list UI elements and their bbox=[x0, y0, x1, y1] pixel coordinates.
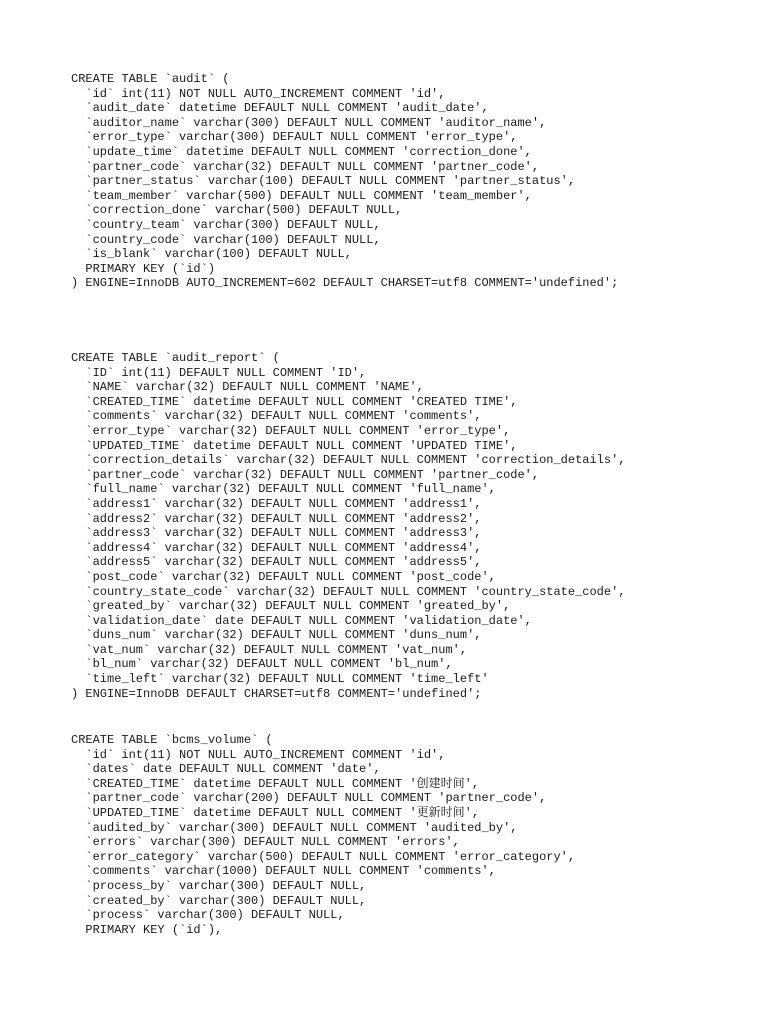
sql-line: CREATE TABLE `bcms_volume` ( bbox=[71, 733, 273, 747]
sql-create-table-audit bbox=[71, 72, 618, 291]
sql-line: `ID` int(11) DEFAULT NULL COMMENT 'ID', bbox=[71, 365, 367, 380]
sql-line: `address2` varchar(32) DEFAULT NULL COMMENT 'address2', bbox=[71, 511, 482, 526]
sql-line: `full_name` varchar(32) DEFAULT NULL COMMENT 'full_name', bbox=[71, 482, 496, 497]
sql-line: `correction_details` varchar(32) DEFAULT NULL COMMENT 'correction_details', bbox=[71, 453, 626, 468]
sql-line: `process_by` varchar(300) DEFAULT NULL, bbox=[71, 878, 367, 893]
sql-line: `country_state_code` varchar(32) DEFAULT NULL COMMENT 'country_state_code', bbox=[71, 584, 626, 599]
sql-line: `duns_num` varchar(32) DEFAULT NULL COMMENT 'duns_num', bbox=[71, 628, 482, 643]
sql-line: PRIMARY KEY (`id`), bbox=[71, 922, 223, 937]
sql-line: `partner_code` varchar(200) DEFAULT NULL COMMENT 'partner_code', bbox=[71, 791, 547, 806]
sql-line: `comments` varchar(32) DEFAULT NULL COMMENT 'comments', bbox=[71, 409, 482, 424]
sql-create-table-bcms-volume bbox=[71, 733, 575, 937]
sql-line: `vat_num` varchar(32) DEFAULT NULL COMMENT 'vat_num', bbox=[71, 642, 468, 657]
sql-line: `NAME` varchar(32) DEFAULT NULL COMMENT 'NAME', bbox=[71, 380, 424, 395]
sql-line: `post_code` varchar(32) DEFAULT NULL COMMENT 'post_code', bbox=[71, 569, 496, 584]
sql-line: `UPDATED_TIME` datetime DEFAULT NULL COMMENT '更新时间', bbox=[71, 805, 480, 820]
sql-line: `audited_by` varchar(300) DEFAULT NULL COMMENT 'audited_by', bbox=[71, 820, 518, 835]
sql-line: `team_member` varchar(500) DEFAULT NULL COMMENT 'team_member', bbox=[71, 188, 532, 203]
sql-line: `error_category` varchar(500) DEFAULT NULL COMMENT 'error_category', bbox=[71, 849, 576, 864]
sql-line: `address4` varchar(32) DEFAULT NULL COMMENT 'address4', bbox=[71, 540, 482, 555]
sql-line: `country_team` varchar(300) DEFAULT NULL, bbox=[71, 217, 381, 232]
sql-line: `errors` varchar(300) DEFAULT NULL COMMENT 'errors', bbox=[71, 835, 460, 850]
sql-line: `created_by` varchar(300) DEFAULT NULL, bbox=[71, 893, 367, 908]
sql-line: `partner_status` varchar(100) DEFAULT NULL COMMENT 'partner_status', bbox=[71, 174, 576, 189]
sql-line: `UPDATED_TIME` datetime DEFAULT NULL COMMENT 'UPDATED TIME', bbox=[71, 438, 518, 453]
sql-line: `error_type` varchar(32) DEFAULT NULL COMMENT 'error_type', bbox=[71, 423, 511, 438]
sql-line: `id` int(11) NOT NULL AUTO_INCREMENT COMMENT 'id', bbox=[71, 747, 446, 762]
sql-line: `is_blank` varchar(100) DEFAULT NULL, bbox=[71, 247, 352, 262]
sql-line: `country_code` varchar(100) DEFAULT NULL, bbox=[71, 232, 381, 247]
sql-line: CREATE TABLE `audit_report` ( bbox=[71, 351, 280, 365]
sql-line: `time_left` varchar(32) DEFAULT NULL COMMENT 'time_left' bbox=[71, 672, 489, 687]
sql-line: PRIMARY KEY (`id`) bbox=[71, 261, 216, 276]
sql-line: `greated_by` varchar(32) DEFAULT NULL COMMENT 'greated_by', bbox=[71, 599, 511, 614]
sql-line: `CREATED_TIME` datetime DEFAULT NULL COMMENT '创建时间', bbox=[71, 776, 480, 791]
sql-line: `auditor_name` varchar(300) DEFAULT NULL COMMENT 'auditor_name', bbox=[71, 115, 547, 130]
sql-line: `partner_code` varchar(32) DEFAULT NULL COMMENT 'partner_code', bbox=[71, 159, 540, 174]
sql-line: `bl_num` varchar(32) DEFAULT NULL COMMENT 'bl_num', bbox=[71, 657, 453, 672]
sql-create-table-audit-report bbox=[71, 351, 626, 701]
sql-line: `CREATED_TIME` datetime DEFAULT NULL COMMENT 'CREATED TIME', bbox=[71, 394, 518, 409]
sql-line: `address3` varchar(32) DEFAULT NULL COMMENT 'address3', bbox=[71, 526, 482, 541]
sql-line: `address1` varchar(32) DEFAULT NULL COMMENT 'address1', bbox=[71, 496, 482, 511]
sql-line: `correction_done` varchar(500) DEFAULT NULL, bbox=[71, 203, 403, 218]
sql-line: ) ENGINE=InnoDB DEFAULT CHARSET=utf8 COMMENT='undefined'; bbox=[71, 686, 482, 701]
sql-line: `address5` varchar(32) DEFAULT NULL COMMENT 'address5', bbox=[71, 555, 482, 570]
sql-line: `partner_code` varchar(32) DEFAULT NULL COMMENT 'partner_code', bbox=[71, 467, 540, 482]
sql-line: `audit_date` datetime DEFAULT NULL COMMENT 'audit_date', bbox=[71, 101, 489, 116]
sql-line: `validation_date` date DEFAULT NULL COMMENT 'validation_date', bbox=[71, 613, 532, 628]
sql-line: `error_type` varchar(300) DEFAULT NULL COMMENT 'error_type', bbox=[71, 130, 518, 145]
sql-line: `update_time` datetime DEFAULT NULL COMMENT 'correction_done', bbox=[71, 144, 532, 159]
sql-line: `process` varchar(300) DEFAULT NULL, bbox=[71, 908, 345, 923]
sql-line: CREATE TABLE `audit` ( bbox=[71, 72, 230, 86]
sql-line: ) ENGINE=InnoDB AUTO_INCREMENT=602 DEFAULT CHARSET=utf8 COMMENT='undefined'; bbox=[71, 276, 619, 291]
sql-line: `id` int(11) NOT NULL AUTO_INCREMENT COMMENT 'id', bbox=[71, 86, 446, 101]
sql-line: `dates` date DEFAULT NULL COMMENT 'date', bbox=[71, 762, 381, 777]
sql-line: `comments` varchar(1000) DEFAULT NULL COMMENT 'comments', bbox=[71, 864, 496, 879]
